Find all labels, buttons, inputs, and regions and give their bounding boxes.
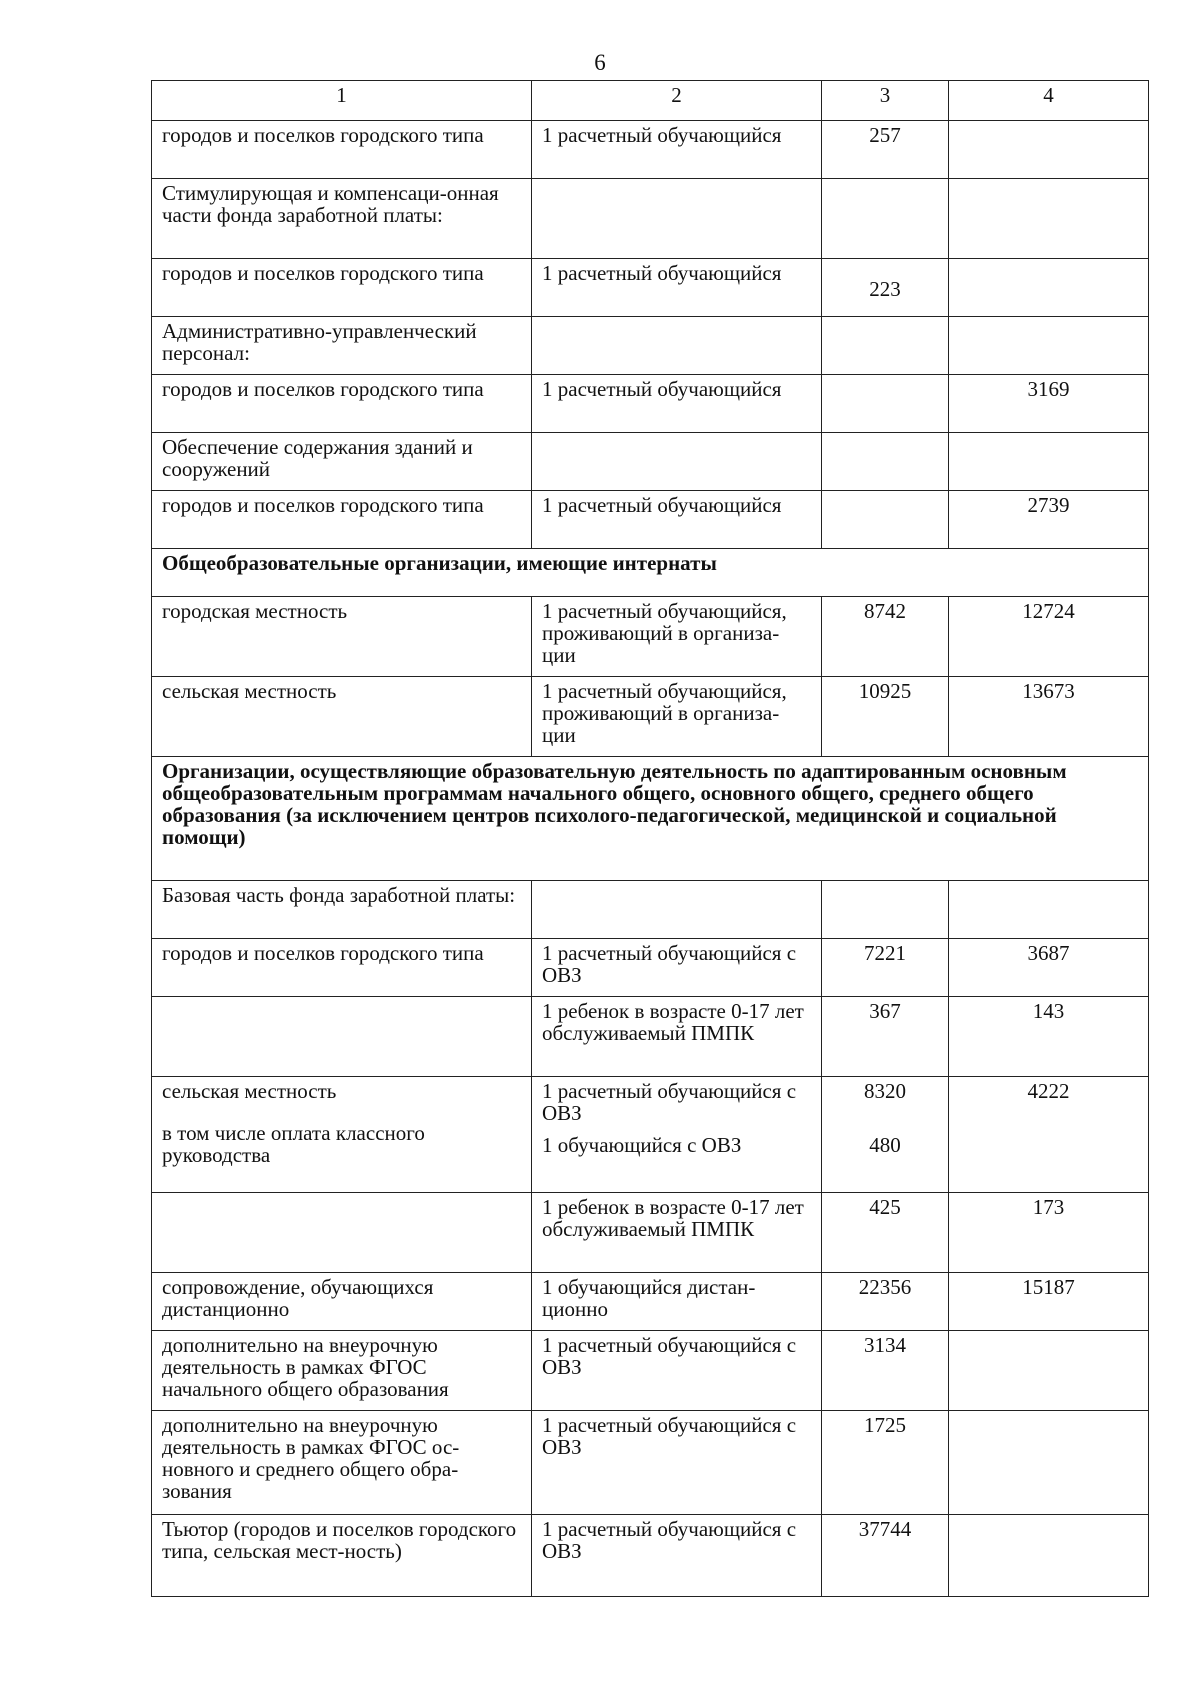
row-unit-main: 1 расчетный обучающийся с ОВЗ (542, 1079, 797, 1125)
tariff-table (151, 80, 1149, 1597)
row-value-3 (822, 317, 949, 375)
row-value-3: 22356 (822, 1273, 949, 1331)
row-unit: 1 расчетный обучающийся (532, 491, 822, 549)
row-unit: 1 расчетный обучающийся с ОВЗ (532, 939, 822, 997)
row-value-4 (949, 121, 1149, 179)
row-unit: 1 расчетный обучающийся с ОВЗ (532, 1411, 822, 1515)
row-value-3 (822, 433, 949, 491)
row-value-3 (822, 491, 949, 549)
row-value-4 (949, 1331, 1149, 1411)
row-value-3 (822, 881, 949, 939)
row-label: городов и поселков городского типа (152, 375, 532, 433)
row-value-4 (949, 881, 1149, 939)
row-unit (532, 1077, 822, 1193)
row-value-4 (949, 1411, 1149, 1515)
row-value-3: 37744 (822, 1515, 949, 1597)
row-value-3 (822, 179, 949, 259)
row-value-4 (949, 433, 1149, 491)
row-value-3: 257 (822, 121, 949, 179)
cell-spacer (162, 1102, 521, 1122)
cell-spacer (832, 1102, 938, 1134)
section-heading: Организации, осуществляющие образовательную деятельность по адаптированным основным общеобразовательным программам начального общего, основного общего, среднего общего образования (за исключением центров психолого-педагогической, медицинской и социальной помощи) (152, 757, 1149, 881)
table-header-row (152, 81, 1149, 121)
row-label (152, 997, 532, 1077)
section-heading-row (152, 549, 1149, 597)
table-row (152, 317, 1149, 375)
row-unit: 1 расчетный обучающийся (532, 121, 822, 179)
table-row (152, 939, 1149, 997)
row-value-3-sub: 480 (869, 1133, 901, 1157)
row-label: городская местность (152, 597, 532, 677)
section-heading-row (152, 757, 1149, 881)
row-value-3: 223 (822, 259, 949, 317)
table-row (152, 1273, 1149, 1331)
row-unit: 1 расчетный обучающийся, проживающий в организа-ции (532, 597, 822, 677)
row-unit (532, 881, 822, 939)
table-row (152, 1331, 1149, 1411)
table-row (152, 259, 1149, 317)
row-unit: 1 расчетный обучающийся с ОВЗ (532, 1331, 822, 1411)
header-cell-3: 3 (822, 81, 949, 121)
row-unit: 1 ребенок в возрасте 0-17 лет обслуживаемый ПМПК (532, 1193, 822, 1273)
row-unit (532, 317, 822, 375)
row-value-3: 10925 (822, 677, 949, 757)
header-cell-4: 4 (949, 81, 1149, 121)
row-label: дополнительно на внеурочную деятельность в рамках ФГОС ос-новного и среднего общего обра-зования (152, 1411, 532, 1515)
row-label: Тьютор (городов и поселков городского типа, сельская мест-ность) (152, 1515, 532, 1597)
table-row (152, 677, 1149, 757)
row-unit: 1 расчетный обучающийся (532, 259, 822, 317)
row-unit: 1 расчетный обучающийся с ОВЗ (532, 1515, 822, 1597)
row-value-4: 13673 (949, 677, 1149, 757)
row-label (152, 1193, 532, 1273)
row-value-4 (949, 259, 1149, 317)
row-value-4 (949, 179, 1149, 259)
row-label-sub: в том числе оплата классного руководства (162, 1121, 425, 1167)
row-value-4: 3169 (949, 375, 1149, 433)
table-row (152, 997, 1149, 1077)
row-value-4 (949, 317, 1149, 375)
row-unit (532, 433, 822, 491)
table-row (152, 375, 1149, 433)
row-label: Базовая часть фонда заработной платы: (152, 881, 532, 939)
row-label: Обеспечение содержания зданий и сооружений (152, 433, 532, 491)
row-value-4: 3687 (949, 939, 1149, 997)
row-value-3: 425 (822, 1193, 949, 1273)
table-row (152, 179, 1149, 259)
row-label: сопровождение, обучающихся дистанционно (152, 1273, 532, 1331)
row-label: дополнительно на внеурочную деятельность в рамках ФГОС начального общего образования (152, 1331, 532, 1411)
row-value-3: 3134 (822, 1331, 949, 1411)
row-value-4: 143 (949, 997, 1149, 1077)
row-label: сельская местность (152, 677, 532, 757)
row-value-4: 173 (949, 1193, 1149, 1273)
section-heading: Общеобразовательные организации, имеющие интернаты (152, 549, 1149, 597)
table-row (152, 1411, 1149, 1515)
row-value-4: 2739 (949, 491, 1149, 549)
row-value-4-main: 4222 (1027, 1079, 1070, 1103)
row-label: городов и поселков городского типа (152, 121, 532, 179)
row-value-4: 15187 (949, 1273, 1149, 1331)
row-value-3 (822, 375, 949, 433)
header-cell-1: 1 (152, 81, 532, 121)
row-label: городов и поселков городского типа (152, 939, 532, 997)
row-label: Административно-управленческий персонал: (152, 317, 532, 375)
row-value-3-main: 8320 (864, 1079, 906, 1103)
row-unit-sub: 1 обучающийся с ОВЗ (542, 1133, 742, 1157)
row-value-3 (822, 1077, 949, 1193)
row-value-4: 12724 (949, 597, 1149, 677)
row-unit: 1 расчетный обучающийся, проживающий в организа-ции (532, 677, 822, 757)
row-label-main: сельская местность (162, 1079, 337, 1103)
table-row (152, 121, 1149, 179)
row-value-3: 7221 (822, 939, 949, 997)
table-row (152, 1193, 1149, 1273)
row-value-3: 8742 (822, 597, 949, 677)
table-row-double (152, 1077, 1149, 1193)
row-unit: 1 ребенок в возрасте 0-17 лет обслуживаемый ПМПК (532, 997, 822, 1077)
row-value-3: 1725 (822, 1411, 949, 1515)
row-label: Стимулирующая и компенсаци-онная части фонда заработной платы: (152, 179, 532, 259)
table-row (152, 1515, 1149, 1597)
row-label (152, 1077, 532, 1193)
page-number: 6 (594, 50, 606, 75)
table-row (152, 491, 1149, 549)
row-value-4 (949, 1515, 1149, 1597)
row-unit: 1 обучающийся дистан-ционно (532, 1273, 822, 1331)
row-unit: 1 расчетный обучающийся (532, 375, 822, 433)
row-value-3: 367 (822, 997, 949, 1077)
table-row (152, 597, 1149, 677)
row-label: городов и поселков городского типа (152, 491, 532, 549)
table-row (152, 881, 1149, 939)
row-value-4 (949, 1077, 1149, 1193)
row-label: городов и поселков городского типа (152, 259, 532, 317)
row-unit (532, 179, 822, 259)
table-row (152, 433, 1149, 491)
header-cell-2: 2 (532, 81, 822, 121)
